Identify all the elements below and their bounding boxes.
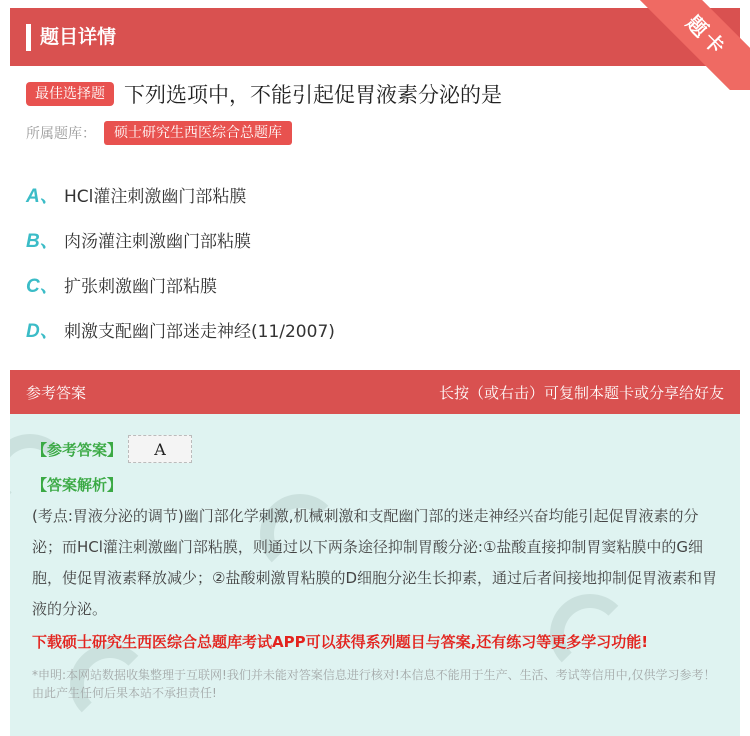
bank-row <box>26 120 292 146</box>
option-list <box>26 172 726 352</box>
app-promo-link[interactable]: 下载硕士研究生西医综合总题库考试APP可以获得系列题目与答案,还有练习等更多学习功能! <box>32 633 649 651</box>
answer-section-title: 参考答案 <box>26 383 87 402</box>
option-d[interactable] <box>26 307 726 352</box>
option-a[interactable] <box>26 172 726 217</box>
bank-label: 所属题库： <box>26 126 96 142</box>
option-text: 刺激支配幽门部迷走神经(11/2007) <box>64 322 335 342</box>
share-hint: 长按（或右击）可复制本题卡或分享给好友 <box>438 383 724 402</box>
question-type-badge: 最佳选择题 <box>26 82 114 106</box>
option-text: HCl灌注刺激幽门部粘膜 <box>64 187 247 207</box>
question-row <box>26 78 502 110</box>
question-text: 下列选项中，不能引起促胃液素分泌的是 <box>124 83 502 107</box>
analysis-text: (考点:胃液分泌的调节)幽门部化学刺激,机械刺激和支配幽门部的迷走神经兴奋均能引起促胃液素的分泌；而HCl灌注刺激幽门部粘膜，则通过以下两条途径抑制胃酸分泌:①盐酸直接抑制胃窦粘膜中的G细胞，使促胃液素释放减少；②盐酸刺激胃粘膜的D细胞分泌生长抑素，通过后者间接地抑制促胃液素和胃液的分泌。 <box>32 507 718 618</box>
header-accent <box>26 24 31 51</box>
header-bar <box>10 8 740 66</box>
option-text: 扩张刺激幽门部粘膜 <box>64 277 217 297</box>
page-title: 题目详情 <box>40 26 117 48</box>
ribbon-label: 题卡 <box>640 0 750 90</box>
corner-ribbon <box>640 0 750 90</box>
answer-line <box>32 434 718 464</box>
analysis-tag: 【答案解析】 <box>32 476 123 494</box>
answer-section <box>10 370 740 736</box>
disclaimer: *申明:本网站数据收集整理于互联网!我们并未能对答案信息进行核对!本信息不能用于生产、生活、考试等信用中,仅供学习参考！由此产生任何后果本站不承担责任! <box>32 668 716 700</box>
option-c[interactable] <box>26 262 726 307</box>
answer-header <box>10 370 740 414</box>
option-b[interactable] <box>26 217 726 262</box>
answer-value-image: A <box>128 435 192 463</box>
option-text: 肉汤灌注刺激幽门部粘膜 <box>64 232 251 252</box>
answer-tag: 【参考答案】 <box>32 440 123 459</box>
option-letter: D、 <box>26 321 59 342</box>
option-letter: C、 <box>26 276 59 297</box>
option-letter: A、 <box>26 186 59 207</box>
bank-link[interactable]: 硕士研究生西医综合总题库 <box>104 121 292 145</box>
option-letter: B、 <box>26 231 59 252</box>
answer-body <box>10 414 740 702</box>
